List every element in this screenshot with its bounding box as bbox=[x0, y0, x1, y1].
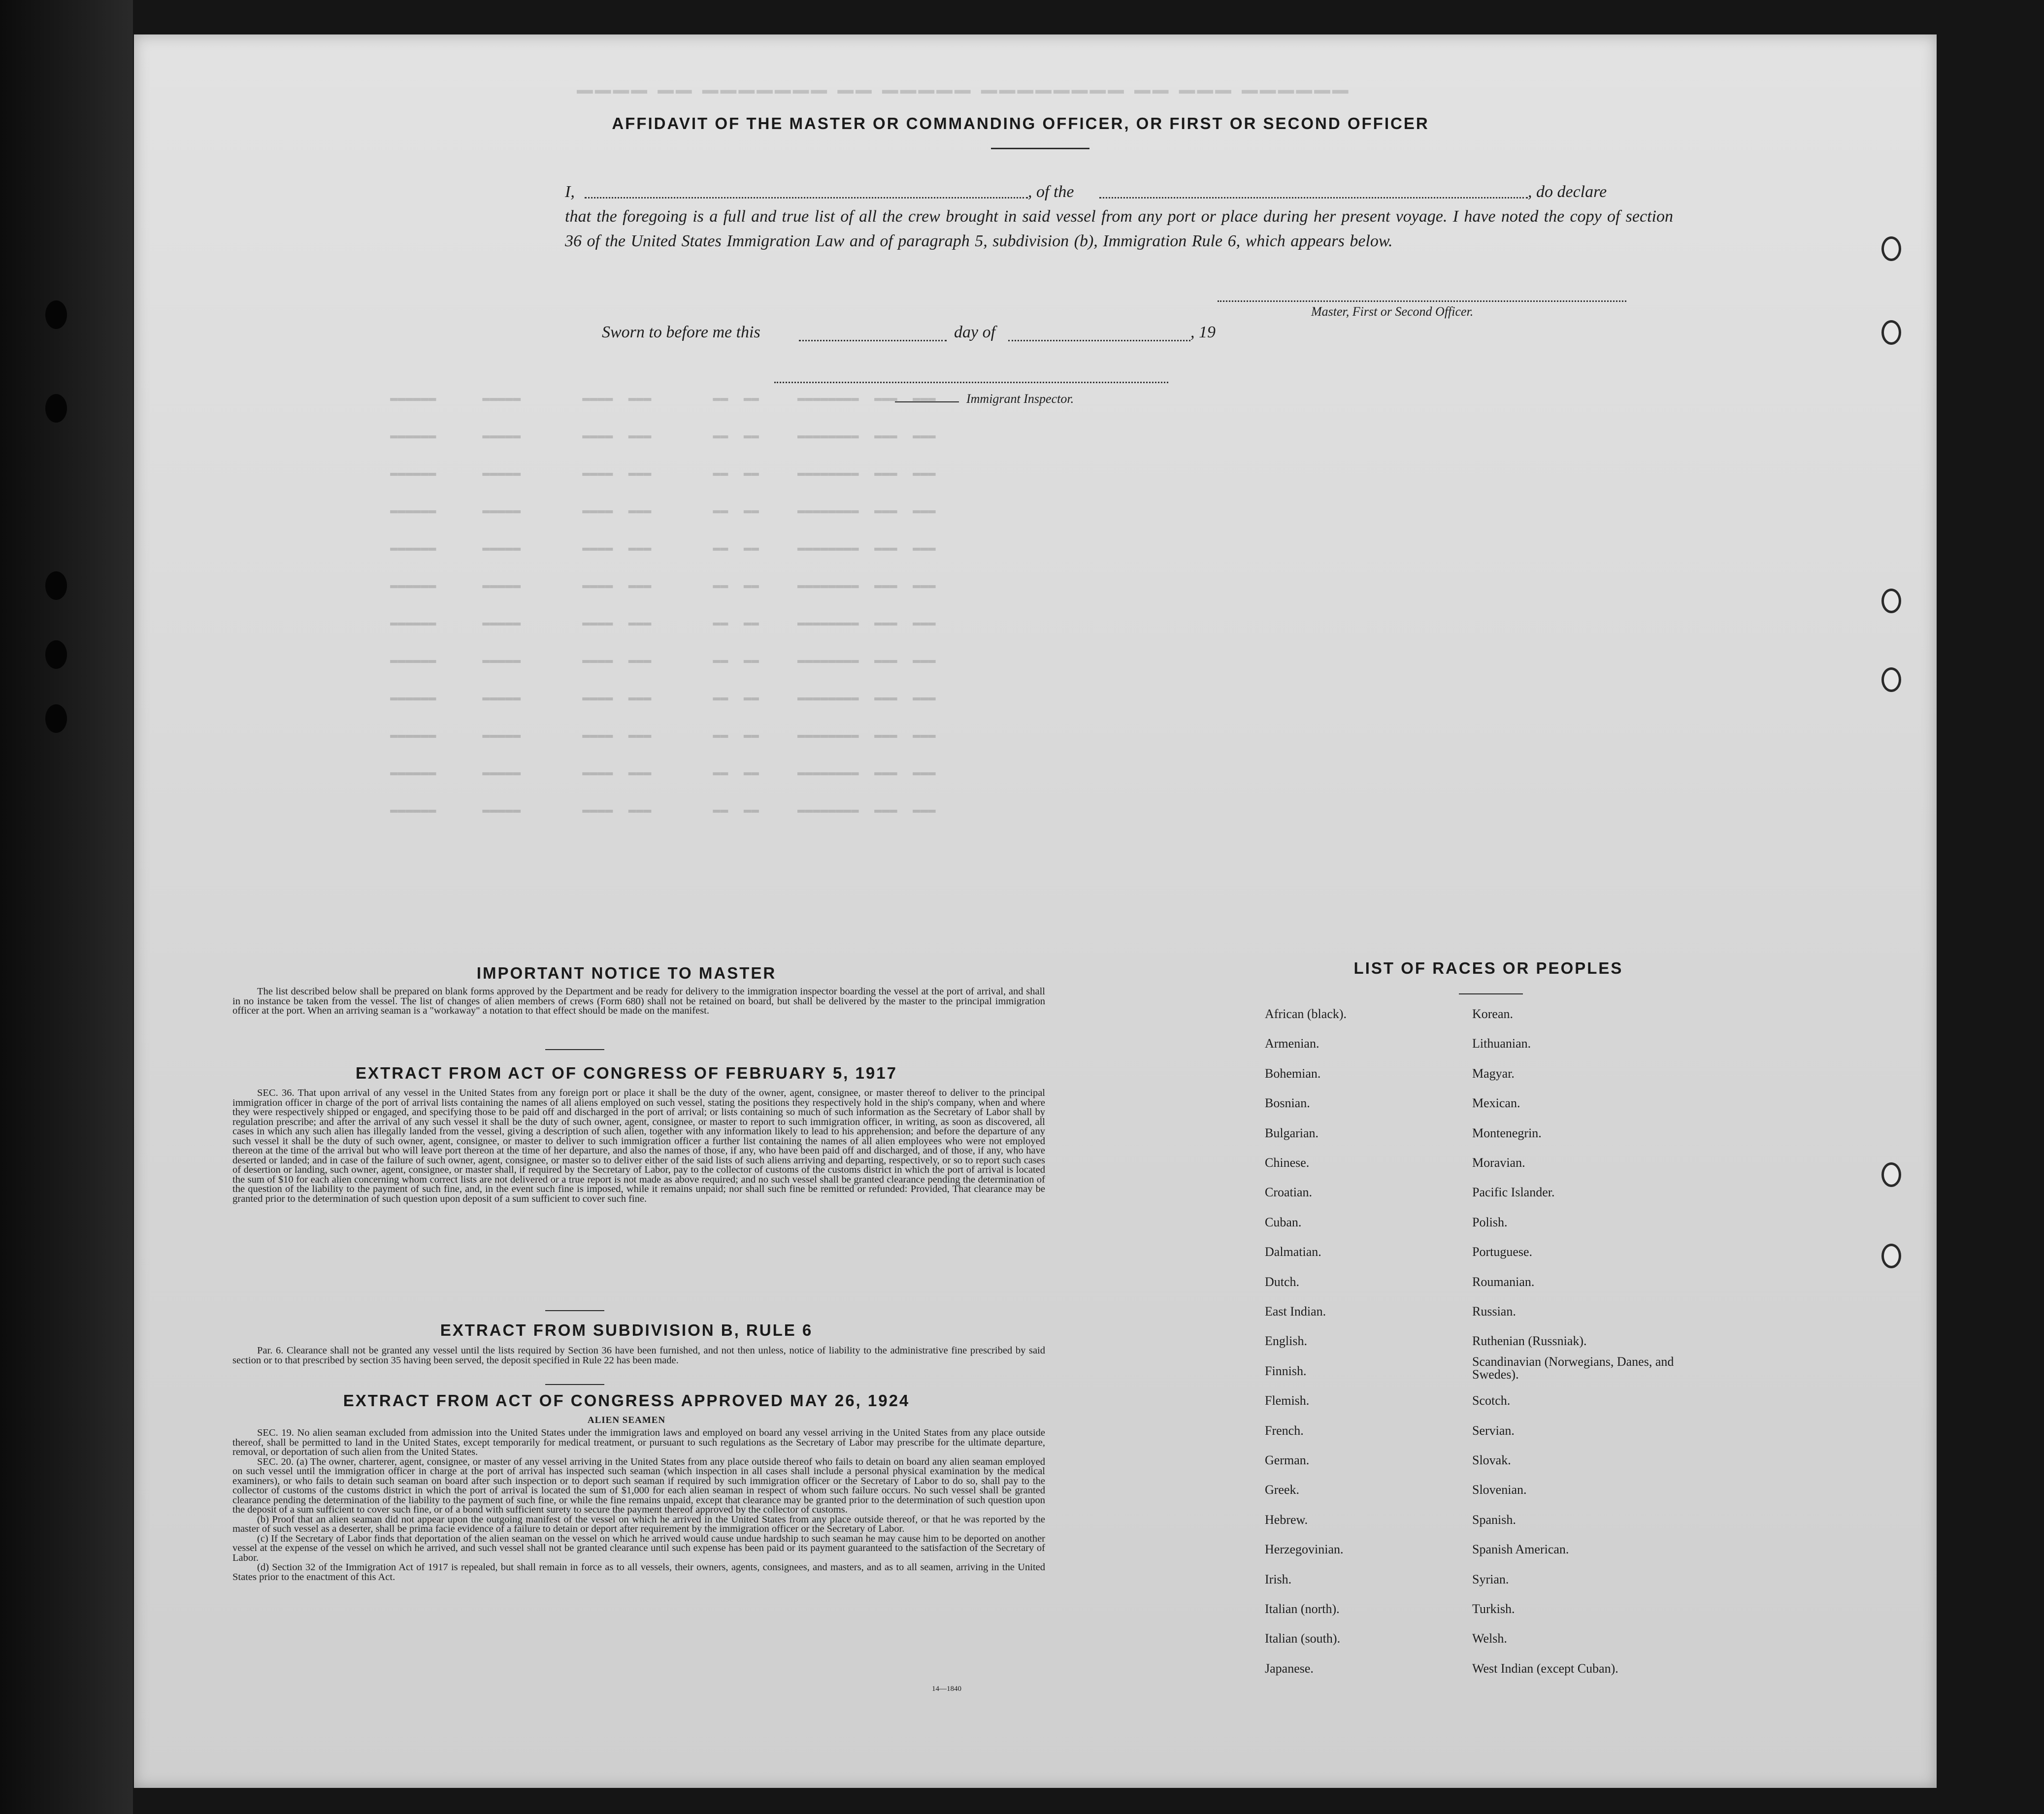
race-item: Finnish. bbox=[1265, 1363, 1307, 1378]
extract-1924-title: EXTRACT FROM ACT OF CONGRESS APPROVED MAY 26, 1924 bbox=[343, 1391, 910, 1410]
race-item: Ruthenian (Russniak). bbox=[1472, 1334, 1587, 1349]
notice-text bbox=[232, 987, 1045, 1016]
race-item: East Indian. bbox=[1265, 1304, 1326, 1319]
sec-19-paragraph: SEC. 19. No alien seaman excluded from admission into the United States under the immigration laws and employed on board any vessel arriving in the United States from any place outside thereof, shall be permitted to land in the United States, except temporarily for medical treatment, or pursuant to such regulations as the Secretary of Labor may prescribe for the ultimate departure, removal, or deportation of such alien from the United States. bbox=[232, 1427, 1045, 1457]
binder-ring-icon bbox=[1881, 320, 1901, 345]
extract-1917-paragraph: SEC. 36. That upon arrival of any vessel in the United States from any foreign port or place it shall be the duty of the owner, agent, consignee, or master thereof to deliver to the principal immigration officer in charge of the port of arrival lists containing the names of all aliens employed on such vessel, stating the positions they respectively hold in the ship's company, when and where they were respectively shipped or engaged, and specifying those to be paid off and discharged in the port of arrival; or lists containing so much of such information as the Secretary of Labor shall by regulation prescribe; and after the arrival of any such vessel it shall be the duty of such owner, agent, consignee, or master to report to such immigration officer, in writing, as soon as discovered, all cases in which any such alien has illegally landed from the vessel, giving a description of such alien, together with any information likely to lead to his apprehension; and before the departure of any such vessel it shall be the duty of such owner, agent, consignee, or master to deliver to such immigration officer a further list containing the names of all alien employees who were not employed thereon at the time of the arrival but who will leave port thereon at the time of her departure, and also the names of those, if any, who have been paid off and discharged, and of those, if any, who have deserted or landed; and in case of the failure of such owner, agent, consignee, or master so to deliver either of the said lists of such aliens arriving and departing, respectively, or so to report such cases of desertion or landing, such owner, agent, consignee, or master shall, if required by the Secretary of Labor, pay to the collector of customs of the customs district in which the port of arrival is located the sum of $10 for each alien concerning whom correct lists are not delivered or a true report is not made as above required; and no such vessel shall be granted clearance pending the determination of the question of the liability to the payment of such fine, and, in the event such fine is imposed, while it remains unpaid; nor shall such fine be remitted or refunded: Provided, That clearance may be granted prior to the determination of such question upon deposit of a sum sufficient to cover such fine. bbox=[232, 1088, 1045, 1204]
race-item: Korean. bbox=[1472, 1007, 1514, 1021]
binder-hole bbox=[45, 571, 67, 600]
sworn-year: , 19 bbox=[1190, 323, 1216, 341]
sworn-day-of: day of bbox=[954, 323, 996, 341]
race-item: Scotch. bbox=[1472, 1393, 1511, 1408]
race-item: Mexican. bbox=[1472, 1096, 1520, 1111]
race-item: Italian (south). bbox=[1265, 1631, 1341, 1646]
race-item: Spanish. bbox=[1472, 1512, 1516, 1527]
extract-1917-rule bbox=[545, 1310, 604, 1311]
affidavit-title-rule bbox=[991, 148, 1089, 149]
subdivision-b-title: EXTRACT FROM SUBDIVISION B, RULE 6 bbox=[440, 1321, 813, 1339]
bleed-through-rows: ▬▬▬▬▬▬ ▬▬▬▬▬ ▬▬▬▬ ▬▬▬ ▬▬ ▬▬ ▬▬▬▬▬▬▬▬ ▬▬▬ ▬▬▬ ▬▬▬▬▬▬ ▬▬▬▬▬ ▬▬▬▬ ▬▬▬ ▬▬ ▬▬ ▬▬▬▬▬▬▬▬ ▬▬▬ ▬▬▬ ▬▬▬▬▬▬ ▬▬▬▬▬ ▬▬▬▬ ▬▬▬ ▬▬ ▬▬ ▬▬▬▬▬▬▬▬ ▬▬▬ ▬▬▬ ▬▬▬▬▬▬ ▬▬▬▬▬ ▬▬▬▬ ▬▬▬ ▬▬ ▬▬ ▬▬▬▬▬▬▬▬ ▬▬▬ ▬▬▬ ▬▬▬▬▬▬ ▬▬▬▬▬ ▬▬▬▬ ▬▬▬ ▬▬ ▬▬ ▬▬▬▬▬▬▬▬ ▬▬▬ ▬▬▬ ▬▬▬▬▬▬ ▬▬▬▬▬ ▬▬▬▬ ▬▬▬ ▬▬ ▬▬ ▬▬▬▬▬▬▬▬ ▬▬▬ ▬▬▬ ▬▬▬▬▬▬ ▬▬▬▬▬ ▬▬▬▬ ▬▬▬ ▬▬ ▬▬ ▬▬▬▬▬▬▬▬ ▬▬▬ ▬▬▬ ▬▬▬▬▬▬ ▬▬▬▬▬ ▬▬▬▬ ▬▬▬ ▬▬ ▬▬ ▬▬▬▬▬▬▬▬ ▬▬▬ ▬▬▬ ▬▬▬▬▬▬ ▬▬▬▬▬ ▬▬▬▬ ▬▬▬ ▬▬ ▬▬ ▬▬▬▬▬▬▬▬ ▬▬▬ ▬▬▬ ▬▬▬▬▬▬ ▬▬▬▬▬ ▬▬▬▬ ▬▬▬ ▬▬ ▬▬ ▬▬▬▬▬▬▬▬ ▬▬▬ ▬▬▬ ▬▬▬▬▬▬ ▬▬▬▬▬ ▬▬▬▬ ▬▬▬ ▬▬ ▬▬ ▬▬▬▬▬▬▬▬ ▬▬▬ ▬▬▬ ▬▬▬▬▬▬ ▬▬▬▬▬ ▬▬▬▬ ▬▬▬ ▬▬ ▬▬ ▬▬▬▬▬▬▬▬ ▬▬▬ ▬▬▬ bbox=[390, 391, 936, 817]
inspector-signature-line[interactable] bbox=[774, 382, 1168, 383]
affidavit-body: that the foregoing is a full and true list of all the crew brought in said vessel from any port or place during her present voyage. I have noted the copy of section 36 of the United States Immigration Law and of paragraph 5, subdivision (b), Immigration Rule 6, which appears below. bbox=[565, 207, 1673, 250]
sec-20b-paragraph: (b) Proof that an alien seaman did not appear upon the outgoing manifest of the vessel on which he arrived in the United States from any place outside thereof, or that he was reported by the master of such vessel as a deserter, shall be prima facie evidence of a failure to detain or deport after requirement by the immigration officer or the Secretary of Labor. bbox=[232, 1514, 1045, 1534]
race-item: Bulgarian. bbox=[1265, 1125, 1319, 1140]
race-item: Lithuanian. bbox=[1472, 1036, 1531, 1051]
race-item: Spanish American. bbox=[1472, 1542, 1569, 1557]
sworn-month-line[interactable] bbox=[1008, 340, 1190, 341]
race-item: English. bbox=[1265, 1334, 1307, 1349]
race-item: Servian. bbox=[1472, 1423, 1515, 1438]
extract-1917-title: EXTRACT FROM ACT OF CONGRESS OF FEBRUARY 5, 1917 bbox=[356, 1064, 897, 1082]
race-item: Scandinavian (Norwegians, Danes, and Swedes). bbox=[1472, 1354, 1674, 1382]
alien-seamen-subtitle: ALIEN SEAMEN bbox=[587, 1415, 666, 1425]
binder-ring-icon bbox=[1881, 1162, 1901, 1187]
race-item: Italian (north). bbox=[1265, 1602, 1340, 1616]
race-item: Portuguese. bbox=[1472, 1245, 1533, 1259]
form-number: 14—1840 bbox=[932, 1685, 961, 1693]
race-item: Hebrew. bbox=[1265, 1512, 1308, 1527]
races-title-rule bbox=[1459, 993, 1523, 994]
affidavit-i: I, bbox=[565, 183, 575, 201]
subdivision-b-rule bbox=[545, 1384, 604, 1385]
affidavit-title: AFFIDAVIT OF THE MASTER OR COMMANDING OFFICER, OR FIRST OR SECOND OFFICER bbox=[612, 114, 1429, 132]
race-item: Flemish. bbox=[1265, 1393, 1310, 1408]
binder-ring-icon bbox=[1881, 589, 1901, 613]
race-item: Armenian. bbox=[1265, 1036, 1319, 1051]
race-item: Herzegovinian. bbox=[1265, 1542, 1344, 1557]
binder-ring-icon bbox=[1881, 667, 1901, 692]
race-item: Slovak. bbox=[1472, 1453, 1511, 1467]
master-signature-line[interactable] bbox=[1218, 300, 1626, 302]
subdivision-b-paragraph: Par. 6. Clearance shall not be granted any vessel until the lists required by Section 36 have been furnished, and not then unless, notice of liability to the administrative fine prescribed by said section or to that prescribed by section 35 having been served, the deposit specified in Rule 22 has been made. bbox=[232, 1345, 1045, 1366]
master-name-line[interactable] bbox=[585, 197, 1028, 198]
race-item: Montenegrin. bbox=[1472, 1125, 1542, 1140]
race-item: Dalmatian. bbox=[1265, 1245, 1321, 1259]
race-item: Bosnian. bbox=[1265, 1096, 1310, 1111]
sec-20d-paragraph: (d) Section 32 of the Immigration Act of 1917 is repealed, but shall remain in force as to all vessels, their owners, agents, consignees, and masters, and as to all seamen, arriving in the United States prior to the enactment of this Act. bbox=[232, 1562, 1045, 1583]
vessel-name-line[interactable] bbox=[1099, 197, 1528, 198]
binder-ring-icon bbox=[1881, 1244, 1901, 1268]
extract-1917-text bbox=[232, 1088, 1045, 1204]
bleed-through-title: ▔▔▔▔ ▔▔ ▔▔▔▔▔▔▔ ▔▔ ▔▔▔▔▔ ▔▔▔▔▔▔▔▔ ▔▔ ▔▔▔ ▔▔▔▔▔▔ bbox=[577, 92, 1351, 113]
race-item: African (black). bbox=[1265, 1007, 1347, 1021]
affidavit-of-the: , of the bbox=[1028, 183, 1074, 201]
race-item: Turkish. bbox=[1472, 1602, 1515, 1616]
races-title: LIST OF RACES OR PEOPLES bbox=[1353, 959, 1623, 977]
race-item: Slovenian. bbox=[1472, 1483, 1527, 1497]
race-item: German. bbox=[1265, 1453, 1310, 1467]
binder-hole bbox=[45, 300, 67, 329]
race-item: Pacific Islander. bbox=[1472, 1185, 1555, 1200]
race-item: Welsh. bbox=[1472, 1631, 1507, 1646]
binder-hole bbox=[45, 704, 67, 733]
race-item: West Indian (except Cuban). bbox=[1472, 1661, 1618, 1676]
race-item: Magyar. bbox=[1472, 1066, 1515, 1081]
sworn-day-line[interactable] bbox=[799, 340, 947, 341]
race-item: Russian. bbox=[1472, 1304, 1516, 1319]
race-item: French. bbox=[1265, 1423, 1304, 1438]
affidavit-declare: , do declare bbox=[1528, 183, 1607, 201]
sec-20a-paragraph: SEC. 20. (a) The owner, charterer, agent, consignee, or master of any vessel arriving in the United States from any place outside thereof who fails to detain on board any alien seaman employed on such vessel until the immigration officer in charge at the port of arrival has inspected such seaman (which inspection in all cases shall include a personal physical examination by the medical examiners), or who fails to detain such seaman on board after such inspection or to deport such seaman if required by such immigration officer or the Secretary of Labor to do so, shall pay to the collector of customs of the customs district in which the port of arrival is located the sum of $1,000 for each alien seaman in respect of whom such failure occurs. No such vessel shall be granted clearance pending the determination of the liability to the payment of such fine, or while the fine remains unpaid, except that clearance may be granted prior to the determination of such question upon the deposit of a sum sufficient to cover such fine, or of a bond with sufficient surety to secure the payment thereof approved by the collector of customs. bbox=[232, 1456, 1045, 1515]
race-item: Cuban. bbox=[1265, 1215, 1302, 1229]
sec-20c-paragraph: (c) If the Secretary of Labor finds that deportation of the alien seaman on the vessel on which he arrived would cause undue hardship to such seaman he may cause him to be deported on another vessel at the expense of the vessel on which he arrived, and such vessel shall not be granted clearance until such expense has been paid or its payment guaranteed to the satisfaction of the Secretary of Labor. bbox=[232, 1533, 1045, 1563]
race-item: Moravian. bbox=[1472, 1155, 1525, 1170]
race-item: Greek. bbox=[1265, 1483, 1300, 1497]
race-item: Polish. bbox=[1472, 1215, 1508, 1229]
race-item: Chinese. bbox=[1265, 1155, 1310, 1170]
master-caption: Master, First or Second Officer. bbox=[1311, 304, 1474, 319]
manifest-page bbox=[134, 34, 1937, 1788]
race-item: Dutch. bbox=[1265, 1274, 1300, 1289]
notice-paragraph: The list described below shall be prepared on blank forms approved by the Department and be ready for delivery to the immigration inspector boarding the vessel at the port of arrival, and shall in no instance be taken from the vessel. The list of changes of alien members of crews (Form 680) shall not be retained on board, but shall be delivered by the master to the principal immigration officer at the port. When an arriving seaman is a "workaway" a notation to that effect should be made on the manifest. bbox=[232, 986, 1045, 1016]
binder-hole bbox=[45, 640, 67, 669]
binder-ring-icon bbox=[1881, 236, 1901, 261]
race-item: Croatian. bbox=[1265, 1185, 1313, 1200]
race-item: Japanese. bbox=[1265, 1661, 1314, 1676]
binder-hole bbox=[45, 394, 67, 423]
race-item: Bohemian. bbox=[1265, 1066, 1321, 1081]
subdivision-b-text bbox=[232, 1346, 1045, 1365]
race-item: Syrian. bbox=[1472, 1572, 1509, 1586]
notice-title: IMPORTANT NOTICE TO MASTER bbox=[476, 964, 777, 982]
race-item: Roumanian. bbox=[1472, 1274, 1535, 1289]
sworn-prefix: Sworn to before me this bbox=[602, 323, 760, 341]
race-item: Irish. bbox=[1265, 1572, 1292, 1586]
inspector-caption: Immigrant Inspector. bbox=[966, 392, 1074, 406]
extract-1924-text bbox=[232, 1428, 1045, 1582]
inspector-short-line bbox=[895, 401, 959, 402]
notice-rule bbox=[545, 1049, 604, 1050]
scan-background-edge bbox=[0, 0, 133, 1814]
